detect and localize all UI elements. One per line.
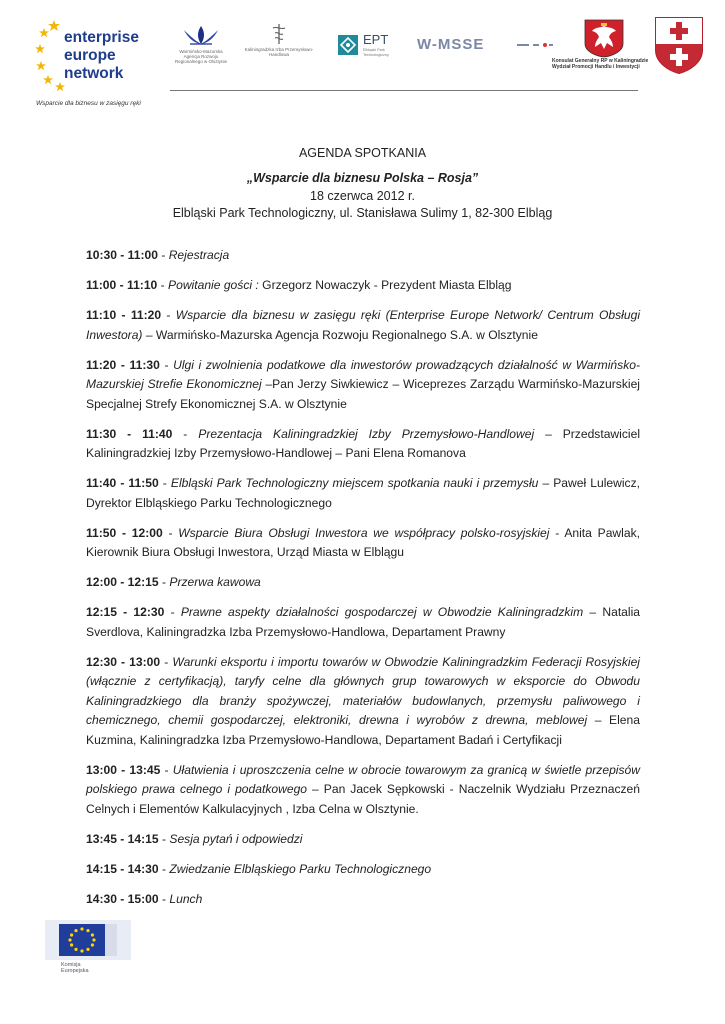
agenda-separator: - xyxy=(158,831,170,846)
agenda-separator: - xyxy=(164,605,181,619)
agenda-item xyxy=(86,890,640,910)
eu-caption-line2: Europejska xyxy=(61,968,89,974)
agenda-item xyxy=(86,246,640,266)
agenda-topic: Powitanie gości : xyxy=(168,278,259,292)
agenda-separator: - xyxy=(158,861,170,876)
een-slogan: Wsparcie dla biznesu w zasięgu ręki xyxy=(36,100,141,107)
agenda-separator: - xyxy=(161,308,176,322)
agenda-topic: Ułatwienia i uproszczenia celne w obrocie towarowym za granicą w świetle przepisów polskiego prawa celnego i podatkowego xyxy=(86,762,640,796)
agenda-item xyxy=(86,830,640,850)
agenda-separator: - xyxy=(160,654,173,669)
agenda-separator: - xyxy=(162,525,179,540)
eu-flag-icon xyxy=(45,918,131,962)
agenda-speaker: – Paweł Lulewicz, Dyrektor Elbląskiego Parku Technologicznego xyxy=(86,476,640,510)
polish-eagle-icon xyxy=(583,18,625,58)
een-line1: enterprise xyxy=(64,29,139,46)
agenda-time: 14:30 - 15:00 xyxy=(86,891,159,906)
agenda-topic: Ulgi i zwolnienia podatkowe dla inwestorów prowadzących działalność w Warmińsko-Mazurskiej Strefie Ekonomicznej xyxy=(86,357,640,391)
agenda-time: 11:00 - 11:10 xyxy=(86,278,158,292)
warmia-agency-logo xyxy=(172,22,230,64)
agenda-time: 13:00 - 13:45 xyxy=(86,762,161,777)
eu-caption xyxy=(61,962,89,974)
agenda-time: 12:00 - 12:15 xyxy=(86,575,159,589)
agenda-time: 11:30 - 11:40 xyxy=(86,426,173,441)
agenda-separator: - xyxy=(157,278,169,292)
agenda-speaker: – Przedstawiciel Kaliningradzkiej Izby Przemysłowo-Handlowej – Pani Elena Romanova xyxy=(86,426,641,460)
agenda-item xyxy=(86,761,640,820)
agenda-time: 11:40 - 11:50 xyxy=(86,476,159,490)
agenda-title: AGENDA SPOTKANIA xyxy=(298,146,427,160)
agenda-separator: - xyxy=(157,248,169,262)
ept-logo xyxy=(337,32,399,60)
een-line3: network xyxy=(64,65,124,82)
agenda-speaker: – Elena Kuzmina, Kaliningradzka Izba Przemysłowo-Handlowa, Departament Badań i Certyfikacji xyxy=(86,713,640,747)
agenda-topic: Prawne aspekty działalności gospodarczej w Obwodzie Kaliningradzkim xyxy=(180,605,584,619)
agenda-time: 11:50 - 12:00 xyxy=(86,525,163,540)
wmsse-logo xyxy=(417,36,557,56)
agenda-speaker: – Natalia Sverdlova, Kaliningradzka Izba Przemysłowo-Handlowa, Departament Prawny xyxy=(86,605,641,639)
agenda-topic: Sesja pytań i odpowiedzi xyxy=(169,831,303,846)
agenda-item xyxy=(86,860,640,880)
agenda-topic: Elbląski Park Technologiczny miejscem spotkania nauki i przemysłu xyxy=(170,476,539,490)
een-logo xyxy=(34,14,146,114)
consulate-text xyxy=(552,58,656,70)
wmsse-dashes-icon xyxy=(517,40,553,50)
elblag-coat-of-arms-icon xyxy=(654,16,704,74)
caduceus-icon xyxy=(244,22,314,46)
agenda-topic: Wsparcie Biura Obsługi Inwestora we współpracy polsko-rosyjskiej xyxy=(178,525,550,540)
header-divider xyxy=(170,90,638,91)
een-line2: europe xyxy=(64,47,116,64)
agenda-topic: Lunch xyxy=(169,891,203,906)
agenda-time: 11:20 - 11:30 xyxy=(86,357,160,372)
agenda-item xyxy=(86,653,640,751)
agenda-speaker: Grzegorz Nowaczyk - Prezydent Miasta Elbląg xyxy=(258,278,512,292)
agenda-item xyxy=(86,276,640,296)
european-commission-logo xyxy=(45,918,131,980)
consulate-line2: Wydział Promocji Handlu i Inwestycji xyxy=(552,64,640,70)
agenda-time: 14:15 - 14:30 xyxy=(86,861,159,876)
agenda-speaker: - Anita Pawlak, Kierownik Biura Obsługi Inwestora, Urząd Miasta w Elblągu xyxy=(86,525,640,559)
agenda-topic: Rejestracja xyxy=(168,248,230,262)
agenda-topic: Wsparcie dla biznesu w zasięgu ręki (Enterprise Europe Network/ Centrum Obsługi Inwestora) xyxy=(86,308,641,342)
event-title: „Wsparcie dla biznesu Polska – Rosja” xyxy=(246,171,479,185)
kaliningrad-chamber-logo xyxy=(244,22,314,57)
kaliningrad-chamber-caption: Kaliningradzka Izba Przemysłowo-Handlowa xyxy=(244,47,314,57)
ept-emblem-icon xyxy=(337,34,359,56)
event-date: 18 czerwca 2012 r. xyxy=(310,189,415,203)
agenda-speaker: –Pan Jerzy Siwkiewicz – Wiceprezes Zarządu Warmińsko-Mazurskiej Specjalnej Strefy Ekonomicznej S.A. w Olsztynie xyxy=(86,377,640,411)
agenda-separator: - xyxy=(159,357,174,372)
agenda-topic: Warunki eksportu i importu towarów w Obwodzie Kaliningradzkim Federacji Rosyjskiej (włącznie z certyfikacją), taryfy celne dla głównych grup towarowych w eksporcie do Obwodu Kaliningradzkiego dla branży spożywczej, materiałów budowlanych, przemysłu paliwowego i chemicznego, chemii gospodarczej, elektroniki, drewna i wyrobów z drewna, meblowej xyxy=(86,654,640,727)
agenda-time: 12:30 - 13:00 xyxy=(86,654,161,669)
agenda-list xyxy=(86,246,640,920)
agenda-item xyxy=(86,524,640,563)
ept-text: EPT xyxy=(363,32,389,47)
agenda-item xyxy=(86,573,640,593)
een-stars-icon xyxy=(34,14,146,100)
agenda-item xyxy=(86,603,640,642)
event-place: Elbląski Park Technologiczny, ul. Stanisława Sulimy 1, 82-300 Elbląg xyxy=(172,206,553,220)
agenda-item xyxy=(86,306,640,345)
agenda-speaker: – Warmińsko-Mazurska Agencja Rozwoju Regionalnego S.A. w Olsztynie xyxy=(142,327,538,342)
consulate-line1: Konsulat Generalny RP w Kaliningradzie xyxy=(552,58,649,64)
agenda-separator: - xyxy=(158,575,170,589)
agenda-time: 13:45 - 14:15 xyxy=(86,831,159,846)
agenda-topic: Zwiedzanie Elbląskiego Parku Technologicznego xyxy=(169,861,432,876)
agenda-separator: - xyxy=(160,762,173,777)
agenda-time: 12:15 - 12:30 xyxy=(86,605,165,619)
wmsse-text: W-MSSE xyxy=(417,36,485,53)
agenda-speaker: – Pan Jacek Sępkowski - Naczelnik Wydziału Przeznaczeń Celnych i Elementów Kalkulacyjnych , Izba Celna w Olsztynie. xyxy=(86,782,641,816)
agenda-time: 10:30 - 11:00 xyxy=(86,248,158,262)
warmia-agency-caption: Warmińsko-Mazurska Agencja Rozwoju Regionalnego w Olsztynie xyxy=(174,49,228,64)
agenda-item xyxy=(86,356,640,415)
eu-caption-line1: Komisja xyxy=(61,962,81,968)
agenda-separator: - xyxy=(158,891,170,906)
agenda-item xyxy=(86,474,640,513)
agenda-topic: Prezentacja Kaliningradzkiej Izby Przemysłowo-Handlowej xyxy=(198,426,535,441)
header xyxy=(0,0,725,120)
ept-caption: Elbląski Park Technologiczny xyxy=(363,48,389,57)
agenda-topic: Przerwa kawowa xyxy=(169,575,261,589)
agenda-item xyxy=(86,425,640,464)
agenda-separator: - xyxy=(172,426,199,441)
agenda-separator: - xyxy=(158,476,171,490)
blue-flower-icon xyxy=(172,22,230,48)
agenda-time: 11:10 - 11:20 xyxy=(86,308,162,322)
